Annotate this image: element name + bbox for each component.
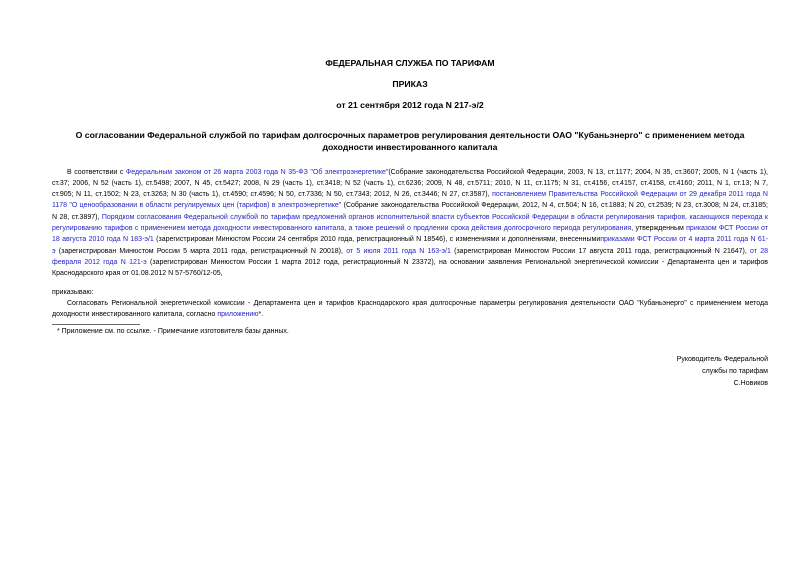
line-text — [67, 167, 768, 178]
text-segment: *. — [258, 310, 264, 318]
preamble-line — [52, 189, 768, 200]
text-segment: N 28, ст.3897), — [52, 213, 102, 221]
document-link[interactable]: февраля 2012 года N 121-э — [52, 259, 147, 267]
line-text — [52, 246, 768, 257]
agency-heading — [52, 58, 768, 69]
preamble-line — [52, 234, 768, 245]
preamble-line — [52, 200, 768, 211]
text-segment: Согласовать Региональной энергетической комиссии - Департамента цен и тарифов Краснодарского края долгосрочные параметры регулирования деятельности ОАО "Кубаньэнерго" с применением метода — [67, 299, 768, 307]
document-link[interactable]: от 5 июля 2011 года N 163-э/1 — [346, 247, 451, 255]
preamble-line — [52, 246, 768, 257]
line-text — [52, 178, 768, 189]
preamble-paragraph — [52, 167, 768, 280]
text-segment: (Собрание законодательства Российской Федерации, 2012, N 4, ст.504; N 16, ст.1883; N 20, ст.2539; N 23, ст.3008; N 24, ст.3185; — [341, 202, 768, 210]
line-text — [52, 212, 768, 223]
footnote-divider — [52, 324, 140, 325]
document-link[interactable]: приказом ФСТ России от — [686, 225, 768, 233]
order-line — [52, 309, 768, 320]
line-text — [52, 223, 768, 234]
document-link[interactable]: приложению — [217, 310, 259, 318]
line-text — [52, 309, 263, 320]
document-link[interactable]: 1178 "О ценообразовании в области регулируемых цен (тарифов) в электроэнергетике" — [52, 202, 342, 210]
preamble-line — [67, 167, 768, 178]
text-segment: (зарегистрирован Минюстом России 24 сентября 2010 года, регистрационный N 18546), с изменениями и дополнениями, внесенными — [153, 236, 601, 244]
order-paragraph — [52, 298, 768, 320]
text-segment: (зарегистрирован Минюстом России 1 марта 2012 года, регистрационный N 23372), на основании заявления Региональной энергетической комиссии - Департамента цен и тарифов — [146, 259, 769, 267]
signature-position-line: службы по тарифам — [702, 367, 768, 375]
text-segment: В соответствии с — [67, 168, 126, 176]
preamble-line — [52, 223, 768, 234]
text-segment: доходности инвестированного капитала, согласно — [52, 310, 218, 318]
document-title-line — [52, 142, 768, 153]
document-link[interactable]: Порядком согласования Федеральной службой по тарифам предложений органов исполнительной власти субъектов Российской Федерации в области регулирования тарифов, касающихся перехода к — [101, 213, 768, 221]
document-title-text: доходности инвестированного капитала — [322, 141, 498, 152]
document-link[interactable]: постановлением Правительства Российской Федерации от 29 декабря 2011 года N — [492, 191, 768, 199]
text-segment: (зарегистрирован Минюстом России 17 августа 2011 года, регистрационный N 21647), — [450, 247, 751, 255]
preamble-line — [52, 178, 768, 189]
signature-position-line: Руководитель Федеральной — [676, 355, 768, 363]
signature-name: С.Новиков — [733, 379, 768, 387]
footnote: * Приложение см. по ссылке. - Примечание изготовителя базы данных. — [57, 328, 289, 335]
line-text — [52, 268, 223, 279]
line-text — [52, 189, 768, 200]
document-date-number-text: от 21 сентября 2012 года N 217-э/2 — [336, 99, 484, 110]
text-segment: , утвержденным — [631, 225, 687, 233]
text-segment: Краснодарского края от 01.08.2012 N 57-5760/12-05, — [52, 270, 223, 278]
line-text — [52, 234, 768, 245]
preamble-line — [52, 257, 768, 268]
document-date-number — [52, 100, 768, 111]
document-link[interactable]: э — [52, 247, 56, 255]
document-link[interactable]: приказами ФСТ России от 4 марта 2011 года N 61- — [600, 236, 768, 244]
text-segment: (Собрание законодательства Российской Федерации, 2003, N 13, ст.1177; 2004, N 35, ст.3607; 2005, N 1 (часть 1), — [388, 168, 768, 176]
order-line — [67, 298, 768, 309]
document-link[interactable]: регулированию тарифов с применением метода доходности инвестированного капитала, а также решений о продлении срока действия долгосрочного периода регулирования — [52, 225, 632, 233]
line-text — [52, 257, 768, 268]
text-segment: ст.37; 2006, N 52 (часть 1), ст.5498; 2007, N 45, ст.5427; 2008, N 29 (часть 1), ст.3418; N 52 (часть 1), ст.6236; 2009, N 48, ст.5711; 2010, N 11, ст.1175; N 31, ст.4156, ст.4157, ст.4158, ст.4160; 2011, N 1, ст.13; N 7, — [52, 179, 768, 187]
line-text — [52, 200, 768, 211]
order-verb: приказываю: — [52, 288, 94, 296]
document-type-heading — [52, 79, 768, 90]
text-segment: ст.905; N 11, ст.1502; N 23, ст.3263; N 30 (часть 1), ст.4590; ст.4596; N 50, ст.7336; N 50, ст.7343; 2012, N 26, ст.3446; N 27, ст.3587), — [52, 191, 493, 199]
document-link[interactable]: от 28 — [750, 247, 769, 255]
preamble-line — [52, 268, 768, 279]
document-link[interactable]: Федеральным законом от 26 марта 2003 года N 35-ФЗ "Об электроэнергетике" — [125, 168, 389, 176]
signature-block — [677, 354, 768, 390]
document-type-text: ПРИКАЗ — [392, 78, 428, 89]
document-link[interactable]: 18 августа 2010 года N 183-э/1 — [52, 236, 154, 244]
preamble-line — [52, 212, 768, 223]
document-title-text: О согласовании Федеральной службой по тарифам долгосрочных параметров регулирования деятельности ОАО "Кубаньэнерго" с применением метода — [75, 129, 745, 140]
text-segment: (зарегистрирован Минюстом России 5 марта 2011 года, регистрационный N 20018), — [55, 247, 347, 255]
document-title-line — [52, 130, 768, 141]
agency-heading-text: ФЕДЕРАЛЬНАЯ СЛУЖБА ПО ТАРИФАМ — [325, 57, 495, 68]
line-text — [67, 298, 768, 309]
